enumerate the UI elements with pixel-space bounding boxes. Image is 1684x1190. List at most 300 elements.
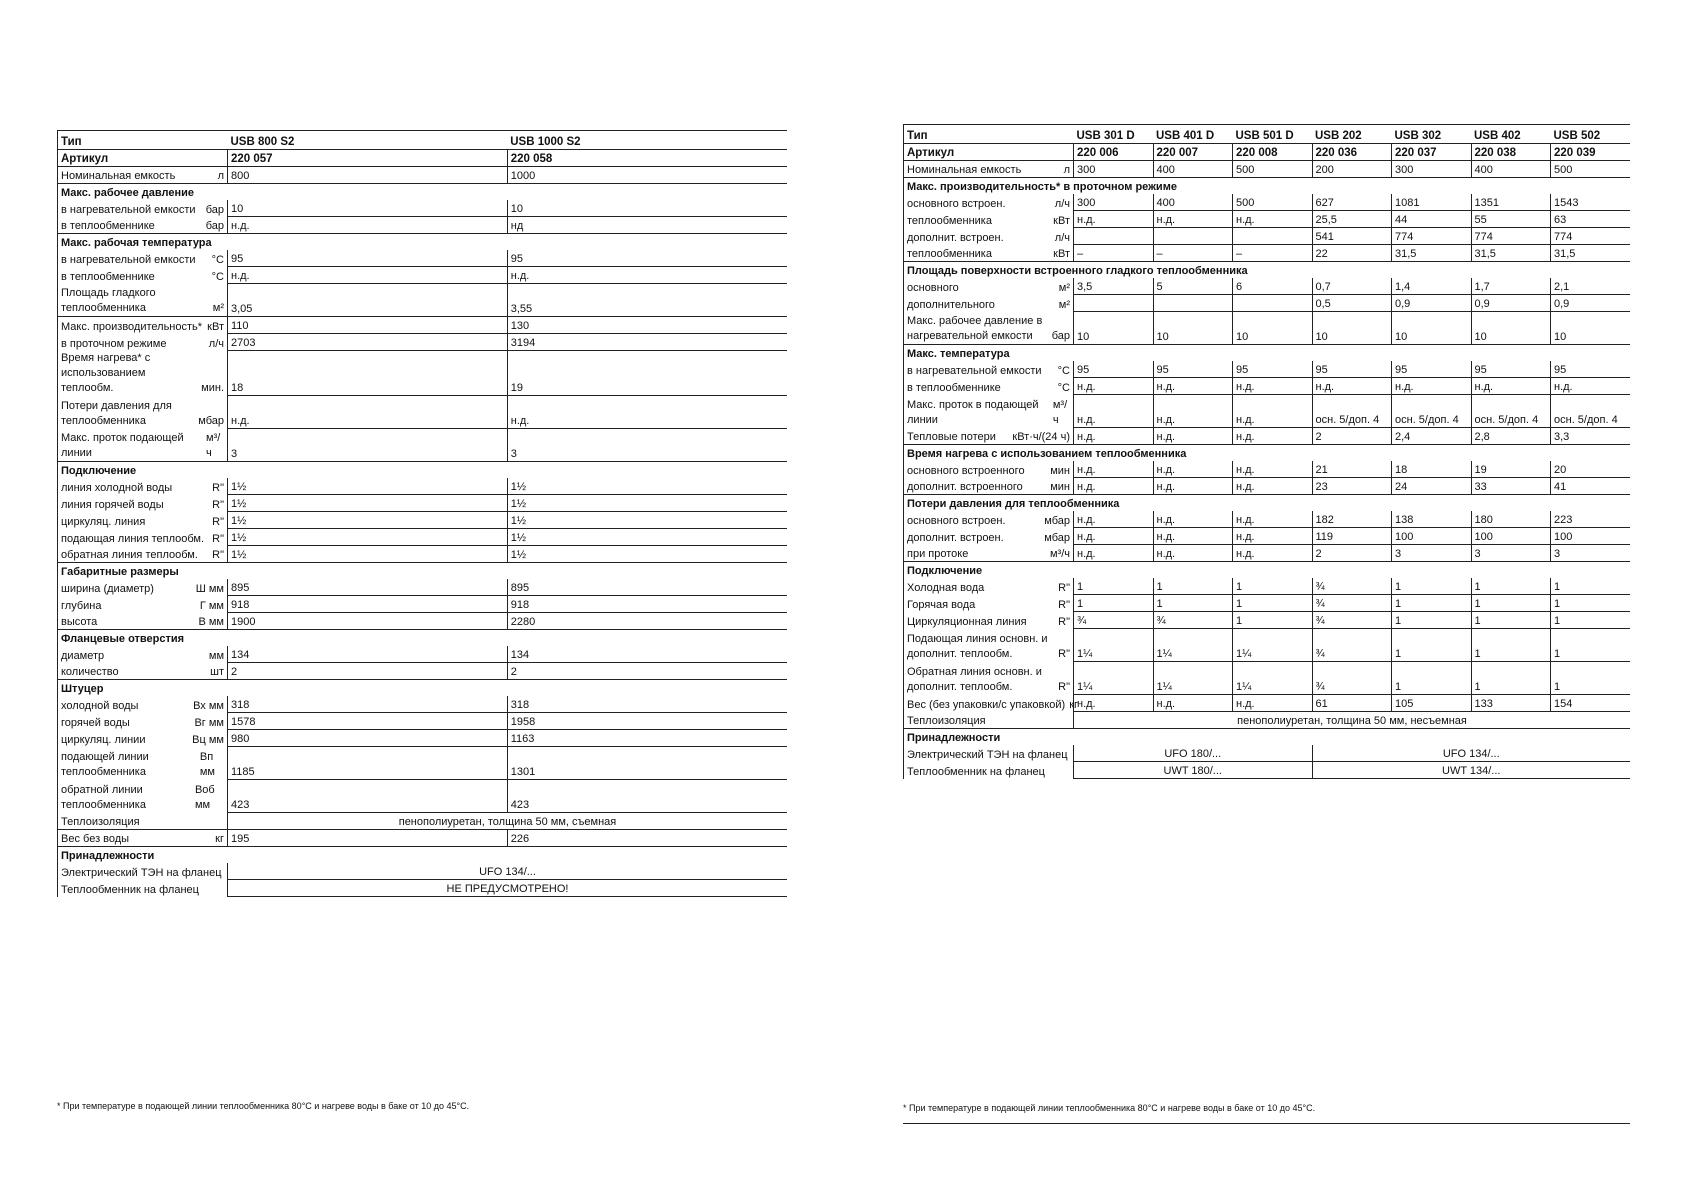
value-cell (1153, 295, 1233, 312)
row-label-wrap (61, 666, 224, 679)
section-heading: Подключение (58, 462, 788, 479)
value-cell: 400 (1153, 194, 1233, 211)
spec-row (904, 545, 1631, 562)
value-cell: н.д. (1233, 528, 1313, 545)
value-cell: 3 (1471, 545, 1551, 562)
value-cell: 1 (1471, 578, 1551, 595)
row-unit: бар (1051, 330, 1070, 342)
spec-row (904, 161, 1631, 178)
value-cell: 95 (1312, 361, 1392, 378)
value-cell: 1163 (507, 730, 787, 747)
spec-row (58, 250, 788, 267)
value-cell: 130 (507, 317, 787, 334)
row-label-wrap (907, 665, 1070, 695)
value-cell: н.д. (1233, 511, 1313, 528)
value-cell: 300 (1392, 161, 1472, 178)
value-cell: 134 (507, 646, 787, 663)
row-unit: м³/ч (1049, 548, 1070, 560)
row-label-wrap (907, 698, 1079, 712)
row-label-cell (904, 695, 1079, 712)
row-label-cell (904, 278, 1074, 295)
value-cell: 19 (507, 351, 787, 396)
section-heading-row (904, 562, 1631, 579)
value-cell: 100 (1471, 528, 1551, 545)
row-unit: °C (211, 253, 224, 266)
row-label: циркуляц. линии (61, 733, 146, 746)
row-label-cell (58, 830, 228, 847)
section-heading-row (58, 184, 788, 201)
value-cell: н.д. (228, 396, 508, 429)
row-label: в проточном режиме (61, 337, 167, 350)
model-name: USB 401 D (1153, 125, 1233, 144)
value-cell: 1 (1551, 595, 1631, 612)
row-label: Номинальная емкость (61, 170, 176, 182)
value-cell: 1081 (1392, 194, 1472, 211)
row-label: основного встроенного (907, 464, 1025, 477)
row-label: Тепловые потери (907, 431, 996, 443)
value-cell: н.д. (1074, 511, 1154, 528)
row-label: Подающая линия основн. и дополнит. теплообм. (907, 632, 1048, 660)
row-label-cell (904, 295, 1074, 312)
spec-row (904, 378, 1631, 395)
value-cell: н.д. (1074, 478, 1154, 495)
value-cell: 20 (1551, 461, 1631, 478)
value-cell: 1 (1392, 578, 1472, 595)
row-label: Вес без воды (61, 833, 130, 845)
row-label-cell (58, 730, 228, 747)
row-label-cell (58, 267, 228, 284)
value-cell: 1 (1153, 595, 1233, 612)
spec-row (58, 529, 788, 546)
row-label: в нагревательной емкости (61, 203, 196, 216)
row-unit: R" (1058, 598, 1070, 611)
row-label: высота (61, 616, 98, 628)
spec-row (904, 228, 1631, 245)
spec-row (904, 695, 1631, 712)
value-cell: 41 (1551, 478, 1631, 495)
spec-row (58, 780, 788, 813)
spec-row (58, 546, 788, 563)
row-label-cell (904, 762, 1074, 779)
row-label: глубина (61, 599, 102, 612)
row-label-wrap (907, 282, 1070, 295)
value-cell: осн. 5/доп. 4 (1312, 395, 1392, 428)
value-cell: осн. 5/доп. 4 (1551, 395, 1631, 428)
value-cell: 1000 (507, 167, 787, 184)
section-heading-row (58, 563, 788, 580)
spec-row (904, 194, 1631, 211)
row-unit: °C (1057, 381, 1070, 394)
row-label-cell (58, 596, 228, 613)
spec-row (58, 646, 788, 663)
row-label-wrap (61, 399, 224, 429)
value-cell: 0,7 (1312, 278, 1392, 295)
value-cell: н.д. (507, 396, 787, 429)
spec-row (58, 730, 788, 747)
value-cell: 10 (1551, 312, 1631, 345)
value-cell: н.д. (1233, 211, 1313, 228)
row-label-cell (904, 545, 1074, 562)
article-number: 220 057 (228, 150, 508, 167)
row-label-wrap (61, 783, 224, 813)
spec-row (904, 461, 1631, 478)
right-spec-sheet (903, 124, 1630, 779)
value-cell: 18 (228, 351, 508, 396)
article-number: 220 037 (1392, 144, 1472, 161)
value-cell: 400 (1471, 161, 1551, 178)
value-cell: н.д. (1153, 395, 1233, 428)
left-spec-table (57, 130, 787, 897)
spec-row (58, 334, 788, 351)
row-label-wrap (61, 351, 224, 396)
value-cell: 25,5 (1312, 211, 1392, 228)
row-unit: кВт (207, 320, 224, 333)
row-label: в нагревательной емкости (61, 253, 196, 266)
model-header-row (904, 125, 1631, 144)
section-heading-row (904, 178, 1631, 195)
row-unit: л/ч (208, 337, 224, 350)
value-cell: 95 (228, 250, 508, 267)
value-cell: 1½ (507, 495, 787, 512)
row-unit: R" (1058, 615, 1070, 628)
value-cell: 1¼ (1233, 629, 1313, 662)
section-heading-row (904, 445, 1631, 462)
value-cell: н.д. (228, 217, 508, 234)
row-label: дополнит. встроен. (907, 231, 1004, 244)
row-label-wrap (61, 616, 224, 629)
row-unit: Вц мм (192, 733, 224, 746)
spec-row (58, 596, 788, 613)
row-label-wrap (907, 299, 1070, 312)
row-label-cell (58, 613, 228, 630)
spec-row (904, 361, 1631, 378)
value-cell: 2280 (507, 613, 787, 630)
value-cell: н.д. (1153, 511, 1233, 528)
section-heading: Штуцер (58, 680, 788, 697)
row-label-wrap (61, 533, 224, 546)
value-cell: 100 (1392, 528, 1472, 545)
row-label: Макс. проток подающей линии (61, 432, 184, 459)
value-cell: 1578 (228, 713, 508, 730)
value-cell: н.д. (1074, 378, 1154, 395)
value-cell: 541 (1312, 228, 1392, 245)
value-cell: н.д. (1153, 528, 1233, 545)
section-heading: Макс. рабочее давление (58, 184, 788, 201)
row-label: обратная линия теплообм. (61, 549, 198, 561)
row-label-cell (58, 747, 228, 780)
row-label-cell (58, 351, 228, 396)
spec-row (904, 428, 1631, 445)
model-header-row (58, 131, 788, 150)
section-heading-row (904, 729, 1631, 746)
spec-row (904, 395, 1631, 428)
row-label-cell (58, 663, 228, 680)
value-cell (1074, 228, 1154, 245)
row-label-wrap (907, 515, 1070, 528)
row-label-cell (904, 378, 1074, 395)
row-label-cell (58, 880, 228, 897)
row-label-cell (58, 713, 228, 730)
value-cell: 105 (1392, 695, 1472, 712)
value-cell: 1 (1551, 578, 1631, 595)
value-cell: 1 (1471, 595, 1551, 612)
value-cell: 134 (228, 646, 508, 663)
row-label: Потери давления для теплообменника (61, 399, 172, 427)
row-unit: мин (1050, 481, 1070, 493)
model-name: USB 402 (1471, 125, 1551, 144)
row-label: линия горячей воды (61, 498, 164, 511)
row-unit: кг (1069, 698, 1079, 711)
row-label: теплообменника (907, 214, 992, 227)
value-cell: н.д. (507, 267, 787, 284)
row-label-cell (904, 629, 1074, 662)
article-label: Артикул (904, 144, 1074, 161)
spec-row (904, 578, 1631, 595)
value-cell: 1 (1551, 612, 1631, 629)
row-unit: м³/ч (1052, 398, 1068, 426)
row-label: обратной линии теплообменника (61, 783, 146, 811)
value-cell: н.д. (228, 267, 508, 284)
value-cell: 19 (1471, 461, 1551, 478)
type-label: Тип (58, 131, 228, 150)
article-number: 220 038 (1471, 144, 1551, 161)
value-cell: 2 (507, 663, 787, 680)
value-cell: 1900 (228, 613, 508, 630)
value-cell: 500 (1551, 161, 1631, 178)
value-cell: 1½ (507, 546, 787, 563)
row-label-cell (58, 529, 228, 546)
row-label-wrap (907, 164, 1070, 177)
value-cell: н.д. (1233, 545, 1313, 562)
row-label-cell (58, 696, 228, 713)
spec-row (58, 813, 788, 830)
section-heading: Подключение (904, 562, 1631, 579)
spec-row (58, 747, 788, 780)
row-label-cell (58, 780, 228, 813)
value-cell: н.д. (1233, 378, 1313, 395)
value-cell: 318 (228, 696, 508, 713)
row-label: Горячая вода (907, 598, 976, 611)
value-cell: 119 (1312, 528, 1392, 545)
value-cell: 1 (1551, 629, 1631, 662)
spec-row (904, 629, 1631, 662)
value-cell: 5 (1153, 278, 1233, 295)
row-label-wrap (907, 215, 1070, 228)
row-label: Теплоизоляция (61, 816, 140, 828)
value-cell: н.д. (1153, 478, 1233, 495)
spec-row (904, 245, 1631, 262)
value-cell: 423 (507, 780, 787, 813)
row-label-cell (904, 161, 1074, 178)
row-label-cell (58, 495, 228, 512)
row-label: дополнительного (907, 298, 995, 311)
value-cell: 0,5 (1312, 295, 1392, 312)
section-heading-row (58, 462, 788, 479)
model-name: USB 1000 S2 (507, 131, 787, 150)
value-cell: 110 (228, 317, 508, 334)
spec-row (58, 429, 788, 462)
value-cell: н.д. (1074, 545, 1154, 562)
value-cell: н.д. (1312, 378, 1392, 395)
row-unit: л (1063, 164, 1070, 176)
value-cell: ¾ (1312, 662, 1392, 695)
value-cell: 182 (1312, 511, 1392, 528)
spec-row (58, 713, 788, 730)
spec-row (58, 284, 788, 317)
row-unit: R" (1058, 647, 1070, 660)
row-label-wrap (61, 549, 224, 562)
value-cell: н.д. (1074, 461, 1154, 478)
value-cell: 1 (1392, 595, 1472, 612)
row-label-cell (904, 461, 1074, 478)
value-cell: н.д. (1471, 378, 1551, 395)
row-label: при протоке (907, 548, 969, 560)
value-cell: 1¼ (1153, 662, 1233, 695)
row-label: горячей воды (61, 716, 130, 729)
row-unit: мбар (1044, 514, 1070, 527)
row-label: Номинальная емкость (907, 164, 1022, 176)
row-label: основного встроен. (907, 514, 1006, 527)
spec-row (904, 295, 1631, 312)
span-value: НЕ ПРЕДУСМОТРЕНО! (228, 880, 788, 897)
section-heading-row (58, 234, 788, 251)
row-unit: л/ч (1054, 197, 1070, 210)
value-cell: 95 (1153, 361, 1233, 378)
row-unit: Воб мм (194, 783, 215, 811)
spec-row (58, 495, 788, 512)
value-cell: 627 (1312, 194, 1392, 211)
row-unit: Ш мм (195, 582, 224, 595)
value-cell: 423 (228, 780, 508, 813)
row-unit: мбар (1044, 531, 1070, 544)
value-cell: 1,7 (1471, 278, 1551, 295)
value-cell: 918 (507, 596, 787, 613)
row-label: подающей линии теплообменника (61, 750, 149, 778)
spec-row (58, 217, 788, 234)
section-heading-row (904, 495, 1631, 512)
article-number: 220 006 (1074, 144, 1154, 161)
value-cell: ¾ (1312, 595, 1392, 612)
value-cell: 223 (1551, 511, 1631, 528)
row-label: в теплообменнике (61, 220, 155, 232)
row-label: циркуляц. линия (61, 515, 146, 528)
row-label-wrap (61, 867, 224, 880)
row-label: основного встроен. (907, 197, 1006, 210)
spec-row (58, 863, 788, 880)
row-unit: кВт·ч/(24 ч) (1012, 431, 1070, 443)
value-cell: 2,4 (1392, 428, 1472, 445)
footnote-right: * При температуре в подающей линии теплообменника 80°C и нагреве воды в баке от 10 до 45°C. (903, 1103, 1630, 1124)
row-label: Обратная линия основн. и дополнит. теплообм. (907, 665, 1042, 693)
row-label: основного (907, 281, 959, 294)
row-label-wrap (907, 198, 1070, 211)
value-cell: 400 (1153, 161, 1233, 178)
value-cell: 1¼ (1153, 629, 1233, 662)
row-label-wrap (61, 833, 224, 846)
row-unit: Вх мм (193, 699, 224, 712)
value-cell: 23 (1312, 478, 1392, 495)
model-name: USB 202 (1312, 125, 1392, 144)
value-cell: 774 (1471, 228, 1551, 245)
row-label: диаметр (61, 649, 105, 662)
row-label-cell (58, 334, 228, 351)
spec-row (58, 396, 788, 429)
value-cell: н.д. (1153, 428, 1233, 445)
row-label-wrap (907, 398, 1070, 428)
article-number: 220 007 (1153, 144, 1233, 161)
row-label: Электрический ТЭН на фланец (907, 748, 1068, 761)
value-cell: н.д. (1233, 478, 1313, 495)
value-cell: 195 (228, 830, 508, 847)
row-unit: кВт (1053, 214, 1070, 227)
value-cell: 3 (507, 429, 787, 462)
type-label: Тип (904, 125, 1074, 144)
value-cell: н.д. (1074, 695, 1154, 712)
value-cell: 10 (228, 200, 508, 217)
value-cell: нд (507, 217, 787, 234)
value-cell: 31,5 (1392, 245, 1472, 262)
section-heading: Принадлежности (58, 847, 788, 864)
spec-row (904, 712, 1631, 729)
value-cell: 3,05 (228, 284, 508, 317)
row-label-wrap (907, 382, 1070, 395)
value-cell: 1958 (507, 713, 787, 730)
value-cell: ¾ (1074, 612, 1154, 629)
value-cell: 2703 (228, 334, 508, 351)
value-cell: ¾ (1312, 629, 1392, 662)
row-label-wrap (61, 750, 224, 780)
span-value: пенополиуретан, толщина 50 мм, съемная (228, 813, 788, 830)
row-label-wrap (61, 220, 224, 233)
section-heading-row (904, 345, 1631, 362)
row-unit: м² (212, 302, 224, 314)
row-unit: Вг мм (194, 716, 224, 729)
row-label-cell (58, 284, 228, 317)
row-label: Холодная вода (907, 581, 985, 594)
article-number: 220 036 (1312, 144, 1392, 161)
value-cell: 3194 (507, 334, 787, 351)
value-cell: 95 (1471, 361, 1551, 378)
row-label-wrap (61, 170, 224, 183)
row-label: Площадь гладкого теплообменника (61, 287, 156, 314)
row-label: Теплообменник на фланец (907, 765, 1045, 778)
row-label-wrap (61, 516, 224, 529)
spec-row (58, 830, 788, 847)
row-label: в теплообменнике (61, 270, 155, 283)
value-cell: н.д. (1153, 211, 1233, 228)
value-cell: 1185 (228, 747, 508, 780)
row-label-wrap (907, 548, 1070, 561)
value-cell: 154 (1551, 695, 1631, 712)
section-heading: Фланцевые отверстия (58, 630, 788, 647)
value-cell: 300 (1074, 161, 1154, 178)
row-unit: мин. (201, 381, 224, 394)
row-label: Время нагрева* с использованием теплообм. (61, 351, 151, 394)
row-label-cell (904, 428, 1074, 445)
value-cell: н.д. (1074, 395, 1154, 428)
row-label-wrap (61, 482, 224, 495)
row-unit: л (217, 170, 224, 182)
value-cell: 100 (1551, 528, 1631, 545)
row-label-wrap (907, 599, 1070, 612)
row-label-wrap (907, 715, 1070, 728)
row-label: Вес (без упаковки/с упаковкой) (907, 698, 1066, 711)
row-label-wrap (907, 766, 1070, 779)
row-label-cell (904, 578, 1074, 595)
value-cell: 55 (1471, 211, 1551, 228)
row-label-cell (58, 579, 228, 596)
value-cell: 1 (1233, 595, 1313, 612)
